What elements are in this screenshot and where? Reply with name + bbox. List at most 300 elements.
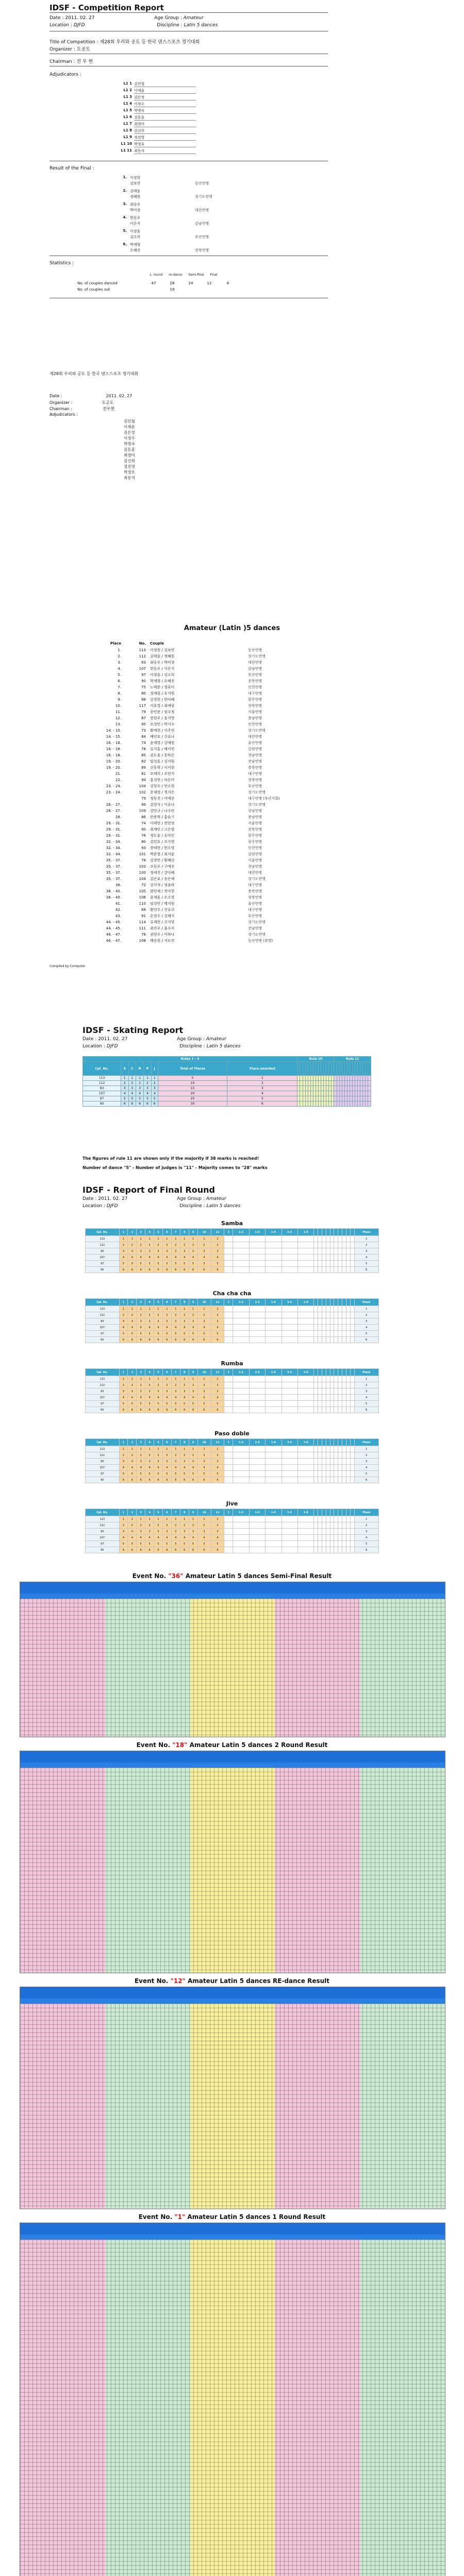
judge-mark: 5 bbox=[197, 1331, 211, 1337]
calc-cell bbox=[346, 1401, 350, 1407]
calc-cell bbox=[338, 1376, 342, 1382]
calc-cell bbox=[249, 1337, 265, 1343]
detail-adjudicator: 최영미 bbox=[124, 453, 135, 457]
final-result-row bbox=[111, 229, 257, 234]
calc-cell bbox=[249, 1459, 265, 1465]
calc-cell bbox=[346, 1337, 350, 1343]
calc-head-cell bbox=[338, 1299, 342, 1306]
couple-number: 112 bbox=[86, 1312, 120, 1318]
ranking-place: 26. - 27. bbox=[106, 803, 121, 807]
ranking-row bbox=[95, 857, 374, 863]
judge-mark: 4 bbox=[197, 1325, 211, 1331]
calc-cell bbox=[334, 1465, 338, 1471]
calc-cell bbox=[322, 1471, 326, 1477]
skating-cell: 3 bbox=[136, 1086, 144, 1091]
event-grid-subhead bbox=[20, 1594, 445, 1599]
ranking-place: 2. bbox=[118, 654, 121, 658]
calc-cell bbox=[266, 1306, 281, 1312]
ranking-row bbox=[95, 727, 374, 734]
final-club bbox=[195, 189, 257, 194]
calc-cell bbox=[281, 1541, 297, 1547]
skating-head-cell: S bbox=[121, 1062, 128, 1076]
ranking-place: 28. bbox=[115, 815, 121, 819]
calc-cell bbox=[346, 1465, 350, 1471]
report-location-row bbox=[49, 23, 218, 28]
judge-head-cell: 7 bbox=[171, 1299, 180, 1306]
calc-cell bbox=[298, 1236, 314, 1242]
event-title bbox=[0, 1977, 464, 1985]
calc-cell bbox=[233, 1242, 249, 1248]
ranking-number: 113 bbox=[139, 648, 146, 652]
judge-mark: 2 bbox=[137, 1382, 145, 1388]
judge-mark: 3 bbox=[154, 1459, 163, 1465]
judge-mark: 6 bbox=[197, 1267, 211, 1273]
skating-cell: 113 bbox=[83, 1076, 121, 1081]
ranking-place: 16. - 18. bbox=[106, 747, 121, 751]
adjudicator-name: 정진영 bbox=[134, 135, 196, 141]
calc-cell bbox=[281, 1236, 297, 1242]
ranking-number: 80 bbox=[141, 840, 146, 844]
calc-cell bbox=[334, 1407, 338, 1413]
final-table-row bbox=[86, 1547, 379, 1553]
ranking-place: 29. - 31. bbox=[106, 821, 121, 825]
judge-mark: 5 bbox=[137, 1541, 145, 1547]
calc-cell bbox=[281, 1337, 297, 1343]
judge-mark: 6 bbox=[119, 1477, 128, 1483]
judge-mark: 6 bbox=[189, 1407, 197, 1413]
skating-group-row bbox=[83, 1057, 371, 1062]
calc-cell bbox=[233, 1255, 249, 1261]
final-place: 3. bbox=[123, 202, 127, 206]
calc-cell bbox=[338, 1541, 342, 1547]
calc-cell bbox=[330, 1401, 334, 1407]
judge-mark: 6 bbox=[128, 1477, 137, 1483]
ranking-row bbox=[95, 715, 374, 721]
final-place-empty bbox=[111, 194, 127, 199]
judge-mark: 2 bbox=[211, 1522, 224, 1529]
calc-cell bbox=[346, 1395, 350, 1401]
ranking-row bbox=[95, 789, 374, 795]
final-partner: 오혜진 bbox=[130, 248, 141, 252]
judge-mark: 2 bbox=[162, 1522, 171, 1529]
ranking-row bbox=[95, 919, 374, 925]
judge-mark: 3 bbox=[197, 1388, 211, 1395]
ranking-club: 충북연맹 bbox=[248, 766, 262, 770]
calc-cell bbox=[350, 1312, 354, 1318]
ranking-row bbox=[95, 647, 374, 653]
final-head-cell: Place bbox=[354, 1509, 378, 1516]
ranking-section-title: Amateur (Latin )5 dances bbox=[184, 624, 280, 632]
judge-mark: 2 bbox=[128, 1312, 137, 1318]
calc-cell bbox=[318, 1535, 322, 1541]
judge-mark: 2 bbox=[189, 1382, 197, 1388]
judge-mark: 6 bbox=[171, 1477, 180, 1483]
judge-mark: 2 bbox=[162, 1452, 171, 1459]
calc-cell bbox=[346, 1242, 350, 1248]
final-round-table bbox=[85, 1509, 379, 1553]
judge-mark: 4 bbox=[189, 1395, 197, 1401]
calc-cell bbox=[249, 1325, 265, 1331]
calc-cell bbox=[298, 1331, 314, 1337]
calc-cell bbox=[338, 1522, 342, 1529]
event-number: "12" bbox=[170, 1977, 186, 1985]
judge-mark: 5 bbox=[189, 1331, 197, 1337]
skating-cell: 15 bbox=[158, 1086, 227, 1091]
calc-cell bbox=[326, 1446, 330, 1452]
ranking-club: 전남연맹 bbox=[248, 926, 262, 930]
ranking-row bbox=[95, 734, 374, 740]
calc-head-cell: 1-4 bbox=[266, 1509, 281, 1516]
skating-cell: 1 bbox=[128, 1076, 136, 1081]
ranking-row bbox=[95, 876, 374, 882]
skating-calc-cell bbox=[368, 1091, 371, 1096]
judge-head-cell: 5 bbox=[154, 1509, 163, 1516]
place-cell: 4 bbox=[354, 1255, 378, 1261]
calc-head-cell bbox=[314, 1509, 318, 1516]
calc-head-cell bbox=[318, 1509, 322, 1516]
judge-mark: 2 bbox=[145, 1452, 154, 1459]
place-cell: 6 bbox=[354, 1337, 378, 1343]
calc-cell bbox=[326, 1312, 330, 1318]
ranking-couple: 이정훈 / 김소희 bbox=[150, 673, 175, 677]
skating-cell: 25 bbox=[158, 1096, 227, 1101]
calc-cell bbox=[281, 1395, 297, 1401]
skating-note-2: Number of dance "5" - Number of judges is "11" - Majority comes to "28" marks bbox=[82, 1165, 268, 1170]
judge-mark: 4 bbox=[145, 1465, 154, 1471]
final-table-head bbox=[86, 1439, 379, 1446]
skating-age-group-value: Amateur bbox=[206, 1037, 226, 1042]
calc-cell bbox=[281, 1325, 297, 1331]
judge-mark: 3 bbox=[162, 1248, 171, 1255]
judge-mark: 1 bbox=[145, 1236, 154, 1242]
ranking-number: 101 bbox=[139, 852, 146, 856]
ranking-row bbox=[95, 703, 374, 709]
calc-cell bbox=[330, 1376, 334, 1382]
calc-cell bbox=[334, 1535, 338, 1541]
calc-cell bbox=[233, 1401, 249, 1407]
judge-mark: 2 bbox=[211, 1382, 224, 1388]
judge-mark: 2 bbox=[154, 1452, 163, 1459]
judge-mark: 1 bbox=[119, 1236, 128, 1242]
final-couple: 이정원 bbox=[130, 176, 141, 180]
calc-cell bbox=[233, 1407, 249, 1413]
ranking-row bbox=[95, 721, 374, 727]
ranking-place: 10. bbox=[115, 704, 121, 708]
skating-group-head: Rule 11 bbox=[334, 1057, 371, 1062]
ranking-number: 109 bbox=[139, 809, 146, 813]
calc-cell bbox=[346, 1318, 350, 1325]
ranking-number: 94 bbox=[141, 778, 146, 782]
judge-mark: 6 bbox=[145, 1407, 154, 1413]
ranking-number: 75 bbox=[141, 685, 146, 689]
calc-cell bbox=[224, 1376, 233, 1382]
judge-mark: 3 bbox=[119, 1529, 128, 1535]
judge-mark: 6 bbox=[154, 1267, 163, 1273]
judge-mark: 6 bbox=[162, 1267, 171, 1273]
adjudicator-letter: L1 5 bbox=[123, 108, 132, 112]
detail-adjudicators-label: Adjudicators : bbox=[49, 412, 78, 417]
calc-cell bbox=[266, 1388, 281, 1395]
judge-mark: 1 bbox=[211, 1446, 224, 1452]
calc-cell bbox=[326, 1471, 330, 1477]
calc-head-cell bbox=[330, 1229, 334, 1236]
calc-head-cell bbox=[338, 1369, 342, 1376]
skating-cell: 3 bbox=[227, 1086, 297, 1091]
calc-cell bbox=[249, 1547, 265, 1553]
judge-mark: 2 bbox=[154, 1312, 163, 1318]
calc-cell bbox=[334, 1529, 338, 1535]
event-grid-head bbox=[20, 1987, 445, 1998]
ranking-couple: 신동혁 / 이서현 bbox=[150, 766, 175, 770]
ranking-club: 부산연맹 bbox=[248, 914, 262, 918]
skating-row bbox=[83, 1081, 371, 1086]
judge-mark: 2 bbox=[119, 1522, 128, 1529]
calc-cell bbox=[281, 1267, 297, 1273]
ranking-place: 9. bbox=[118, 698, 121, 702]
calc-head-cell bbox=[338, 1439, 342, 1446]
judge-mark: 1 bbox=[197, 1236, 211, 1242]
adjudicator-letter: L1 2 bbox=[123, 88, 132, 92]
calc-cell bbox=[314, 1376, 318, 1382]
calc-cell bbox=[314, 1388, 318, 1395]
ranking-club: 인천연맹 bbox=[248, 722, 262, 726]
event-grid-body bbox=[20, 1768, 445, 1973]
calc-cell bbox=[334, 1236, 338, 1242]
skating-row bbox=[83, 1101, 371, 1107]
judge-head-cell: 11 bbox=[211, 1369, 224, 1376]
ranking-row bbox=[95, 752, 374, 758]
ranking-place: 3. bbox=[118, 660, 121, 665]
judge-mark: 4 bbox=[154, 1465, 163, 1471]
judge-mark: 1 bbox=[128, 1376, 137, 1382]
stats-row bbox=[77, 281, 237, 285]
place-cell: 4 bbox=[354, 1535, 378, 1541]
calc-cell bbox=[266, 1242, 281, 1248]
calc-cell bbox=[233, 1465, 249, 1471]
judge-mark: 1 bbox=[197, 1306, 211, 1312]
calc-cell bbox=[322, 1407, 326, 1413]
judge-mark: 3 bbox=[119, 1459, 128, 1465]
final-result-row-partner bbox=[111, 221, 257, 226]
final-club: 강남연맹 bbox=[195, 222, 209, 226]
calc-cell bbox=[346, 1446, 350, 1452]
calc-cell bbox=[334, 1312, 338, 1318]
judge-head-cell: 4 bbox=[145, 1229, 154, 1236]
calc-cell bbox=[338, 1248, 342, 1255]
couple-number: 107 bbox=[86, 1395, 120, 1401]
calc-cell bbox=[342, 1522, 346, 1529]
final-result-row-partner bbox=[111, 234, 257, 240]
calc-cell bbox=[342, 1255, 346, 1261]
ranking-couple: 정도윤 / 유다인 bbox=[150, 834, 175, 838]
final-place-empty bbox=[111, 181, 127, 186]
calc-cell bbox=[233, 1516, 249, 1522]
calc-cell bbox=[330, 1242, 334, 1248]
date-label: Date : bbox=[49, 15, 64, 21]
judge-mark: 2 bbox=[171, 1522, 180, 1529]
calc-head-cell bbox=[342, 1439, 346, 1446]
final-table-row bbox=[86, 1388, 379, 1395]
judge-mark: 3 bbox=[128, 1318, 137, 1325]
calc-cell bbox=[326, 1306, 330, 1312]
judge-mark: 2 bbox=[162, 1312, 171, 1318]
judge-head-cell: 10 bbox=[197, 1439, 211, 1446]
ranking-row bbox=[95, 814, 374, 820]
event-number: "1" bbox=[174, 2213, 186, 2221]
organizer: Organizer : 도공도 bbox=[49, 47, 90, 52]
calc-head-cell: 1-4 bbox=[266, 1439, 281, 1446]
ranking-club: 광주연맹 bbox=[248, 840, 262, 844]
ranking-couple: 안준혁 / 홍슬기 bbox=[150, 815, 175, 819]
ranking-place: 23. - 24. bbox=[106, 784, 121, 788]
judge-mark: 1 bbox=[119, 1516, 128, 1522]
judge-head-cell: 9 bbox=[189, 1369, 197, 1376]
ranking-number: 76 bbox=[141, 834, 146, 838]
ranking-place: 13. bbox=[115, 722, 121, 726]
calc-cell bbox=[249, 1541, 265, 1547]
calc-cell bbox=[330, 1547, 334, 1553]
ranking-row bbox=[95, 684, 374, 690]
skating-head-cell: Cpl. No. bbox=[83, 1062, 121, 1076]
calc-cell bbox=[314, 1471, 318, 1477]
age-group-value: Amateur bbox=[183, 15, 204, 21]
calc-cell bbox=[281, 1242, 297, 1248]
event-grid-head bbox=[20, 1751, 445, 1762]
place-cell: 3 bbox=[354, 1318, 378, 1325]
judge-mark: 2 bbox=[128, 1522, 137, 1529]
judge-mark: 6 bbox=[145, 1337, 154, 1343]
event-grid bbox=[20, 2223, 445, 2576]
calc-cell bbox=[330, 1529, 334, 1535]
judge-mark: 4 bbox=[128, 1535, 137, 1541]
judge-mark: 2 bbox=[145, 1522, 154, 1529]
judge-mark: 1 bbox=[180, 1376, 189, 1382]
calc-cell bbox=[224, 1306, 233, 1312]
date-value: 2011. 02. 27 bbox=[65, 15, 95, 21]
judge-mark: 6 bbox=[197, 1547, 211, 1553]
place-cell: 2 bbox=[354, 1242, 378, 1248]
calc-cell bbox=[346, 1541, 350, 1547]
calc-cell bbox=[334, 1325, 338, 1331]
judge-mark: 4 bbox=[119, 1255, 128, 1261]
calc-cell bbox=[266, 1522, 281, 1529]
calc-cell bbox=[326, 1477, 330, 1483]
ranking-row bbox=[95, 925, 374, 931]
skating-cell: 4 bbox=[151, 1091, 158, 1096]
skating-cell: 2 bbox=[144, 1081, 152, 1086]
judge-mark: 5 bbox=[128, 1331, 137, 1337]
ranking-number: 104 bbox=[139, 784, 146, 788]
judge-mark: 4 bbox=[197, 1465, 211, 1471]
calc-cell bbox=[350, 1465, 354, 1471]
judge-mark: 4 bbox=[211, 1535, 224, 1541]
calc-cell bbox=[334, 1401, 338, 1407]
calc-cell bbox=[249, 1331, 265, 1337]
skating-row bbox=[83, 1091, 371, 1096]
calc-cell bbox=[350, 1325, 354, 1331]
judge-mark: 4 bbox=[171, 1395, 180, 1401]
title-of-competition: Title of Competition : 제28회 우리와 공도 등 한국 댄스스포츠 경기대회 bbox=[49, 40, 200, 45]
ranking-row bbox=[95, 851, 374, 857]
calc-cell bbox=[318, 1459, 322, 1465]
skating-row bbox=[83, 1076, 371, 1081]
couple-number: 112 bbox=[86, 1522, 120, 1529]
calc-cell bbox=[338, 1382, 342, 1388]
couple-number: 83 bbox=[86, 1529, 120, 1535]
calc-head-cell: 1-2 bbox=[233, 1229, 249, 1236]
ranking-place: 29. - 31. bbox=[106, 834, 121, 838]
final-table-row bbox=[86, 1325, 379, 1331]
final-round-date-row bbox=[82, 1196, 226, 1201]
calc-head-cell bbox=[342, 1369, 346, 1376]
calc-cell bbox=[233, 1388, 249, 1395]
judge-head-cell: 2 bbox=[128, 1509, 137, 1516]
detail-date-value: 2011. 02. 27 bbox=[106, 394, 132, 398]
skating-cell: 112 bbox=[83, 1081, 121, 1086]
calc-cell bbox=[346, 1516, 350, 1522]
calc-cell bbox=[338, 1516, 342, 1522]
judge-mark: 2 bbox=[189, 1242, 197, 1248]
footer-note: Compiled by Computer bbox=[49, 964, 86, 968]
calc-cell bbox=[338, 1547, 342, 1553]
ranking-couple: 김정빈 / 황혜린 bbox=[150, 858, 175, 862]
calc-cell bbox=[342, 1312, 346, 1318]
calc-cell bbox=[334, 1388, 338, 1395]
ranking-club: 부산연맹 bbox=[248, 784, 262, 788]
calc-cell bbox=[350, 1522, 354, 1529]
judge-mark: 1 bbox=[137, 1516, 145, 1522]
calc-head-cell bbox=[338, 1229, 342, 1236]
judge-head-cell: 8 bbox=[180, 1509, 189, 1516]
judge-mark: 5 bbox=[197, 1471, 211, 1477]
judge-mark: 3 bbox=[171, 1388, 180, 1395]
calc-cell bbox=[330, 1395, 334, 1401]
calc-cell bbox=[224, 1452, 233, 1459]
judge-mark: 5 bbox=[154, 1401, 163, 1407]
judge-mark: 6 bbox=[180, 1267, 189, 1273]
calc-cell bbox=[224, 1529, 233, 1535]
final-club: 경기도연맹 bbox=[195, 195, 212, 199]
calc-cell bbox=[314, 1382, 318, 1388]
judge-mark: 2 bbox=[189, 1312, 197, 1318]
calc-cell bbox=[330, 1382, 334, 1388]
calc-cell bbox=[249, 1465, 265, 1471]
ranking-couple: 박재형 / 오혜진 bbox=[150, 679, 175, 683]
judge-head-cell: 9 bbox=[189, 1299, 197, 1306]
detail-adjudicator: 이재윤 bbox=[124, 425, 135, 429]
ranking-row bbox=[95, 777, 374, 783]
calc-cell bbox=[334, 1459, 338, 1465]
final-head-cell: Cpl. No. bbox=[86, 1439, 120, 1446]
ranking-club: 경기도연맹 bbox=[248, 920, 266, 924]
judge-mark: 1 bbox=[154, 1446, 163, 1452]
detail-organizer-value: 도공도 bbox=[102, 400, 114, 405]
judge-mark: 6 bbox=[145, 1477, 154, 1483]
calc-cell bbox=[350, 1446, 354, 1452]
calc-cell bbox=[342, 1388, 346, 1395]
final-date-label: Date : bbox=[82, 1196, 97, 1201]
ranking-number: 103 bbox=[139, 865, 146, 869]
couple-number: 107 bbox=[86, 1325, 120, 1331]
stats-value bbox=[181, 287, 200, 292]
judge-mark: 1 bbox=[197, 1376, 211, 1382]
calc-cell bbox=[322, 1267, 326, 1273]
judge-mark: 3 bbox=[154, 1388, 163, 1395]
calc-cell bbox=[249, 1395, 265, 1401]
judge-mark: 3 bbox=[171, 1248, 180, 1255]
skating-head-cell: C bbox=[128, 1062, 136, 1076]
judge-mark: 4 bbox=[162, 1255, 171, 1261]
